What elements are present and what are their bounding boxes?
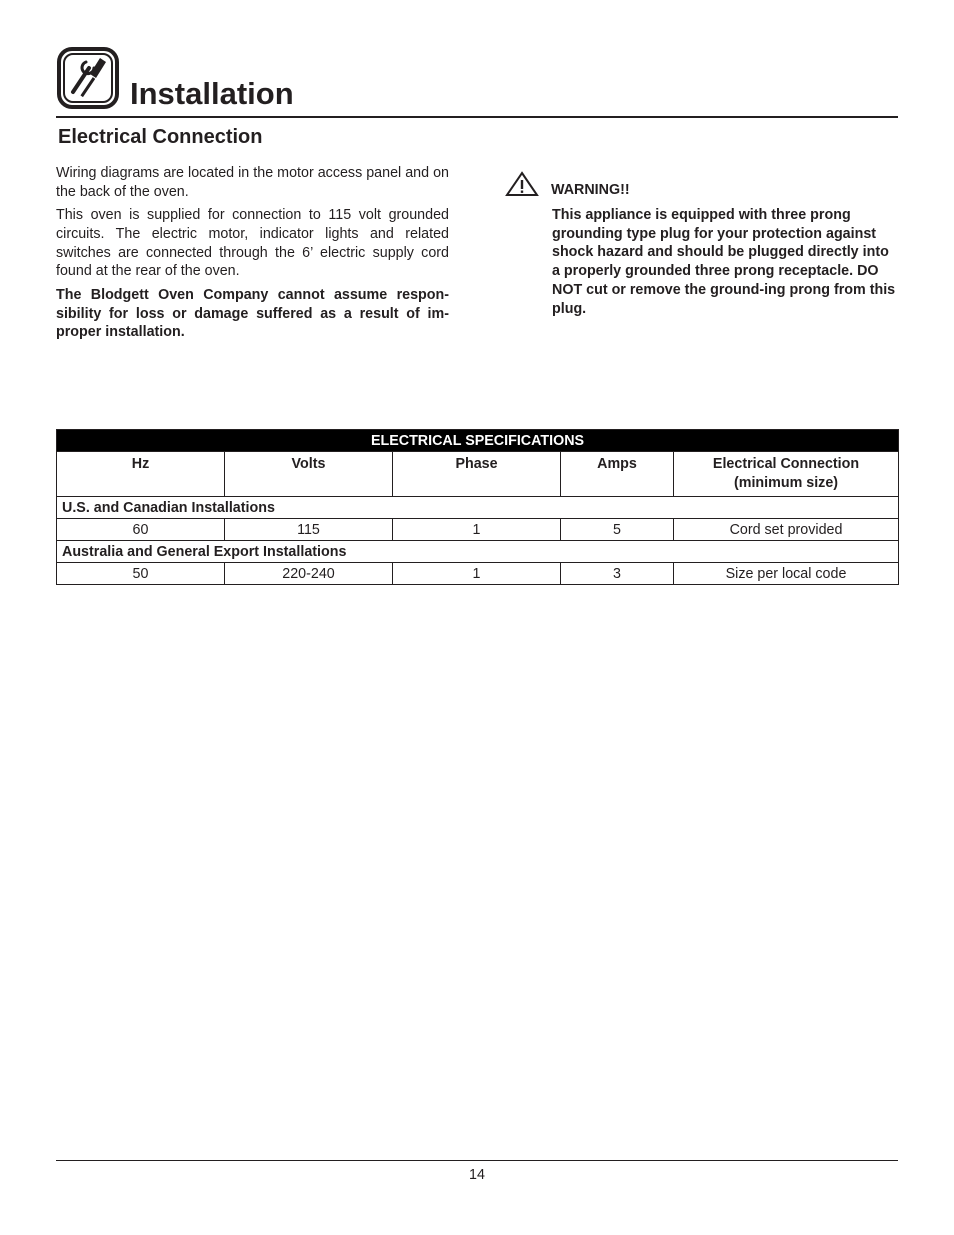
warning-triangle-icon: [505, 171, 539, 197]
cell-phase: 1: [393, 563, 561, 585]
footer-rule: [56, 1160, 898, 1161]
electrical-specifications-table: [56, 429, 899, 585]
section-heading: Electrical Connection: [58, 126, 263, 148]
table-row: [57, 563, 899, 585]
paragraph-wiring: Wiring diagrams are located in the motor access panel and on the back of the oven.: [56, 165, 449, 200]
cell-amps: 3: [561, 563, 674, 585]
left-column: [56, 164, 449, 342]
cell-phase: 1: [393, 519, 561, 541]
cell-amps: 5: [561, 519, 674, 541]
table-group-row: [57, 541, 899, 563]
cell-connection: Cord set provided: [674, 519, 899, 541]
paragraph-supply: This oven is supplied for connection to 115 volt grounded circuits. The electric motor, indicator lights and related switches are connected through the 6’ electric supply cord found at the rear of the oven.: [56, 207, 449, 280]
column-header-phase: Phase: [393, 452, 561, 497]
page-number: 14: [469, 1167, 485, 1183]
header-rule: [56, 116, 898, 118]
warning-body: This appliance is equipped with three prong grounding type plug for your protection against shock hazard and should be plugged directly into a properly grounded three prong receptacle. DO NOT cut or remove the ground-ing prong from this plug.: [552, 207, 896, 317]
cell-volts: 220-240: [225, 563, 393, 585]
cell-connection: Size per local code: [674, 563, 899, 585]
cell-hz: 60: [57, 519, 225, 541]
cell-volts: 115: [225, 519, 393, 541]
column-header-hz: Hz: [57, 452, 225, 497]
table-row: [57, 519, 899, 541]
column-header-volts: Volts: [225, 452, 393, 497]
group-label-australia-export: Australia and General Export Installations: [57, 541, 899, 563]
table-header-row: [57, 452, 899, 497]
tools-icon: [56, 46, 120, 110]
column-header-electrical-connection: Electrical Connection (minimum size): [674, 452, 899, 497]
paragraph-liability: The Blodgett Oven Company cannot assume respon-sibility for loss or damage suffered as a result of im-proper installation.: [56, 286, 449, 341]
table-title-row: [57, 430, 899, 452]
table-title: ELECTRICAL SPECIFICATIONS: [57, 430, 899, 452]
group-label-us-canada: U.S. and Canadian Installations: [57, 497, 899, 519]
warning-title: WARNING!!: [551, 182, 630, 198]
table-group-row: [57, 497, 899, 519]
cell-hz: 50: [57, 563, 225, 585]
column-header-amps: Amps: [561, 452, 674, 497]
page-title: Installation: [130, 76, 294, 111]
